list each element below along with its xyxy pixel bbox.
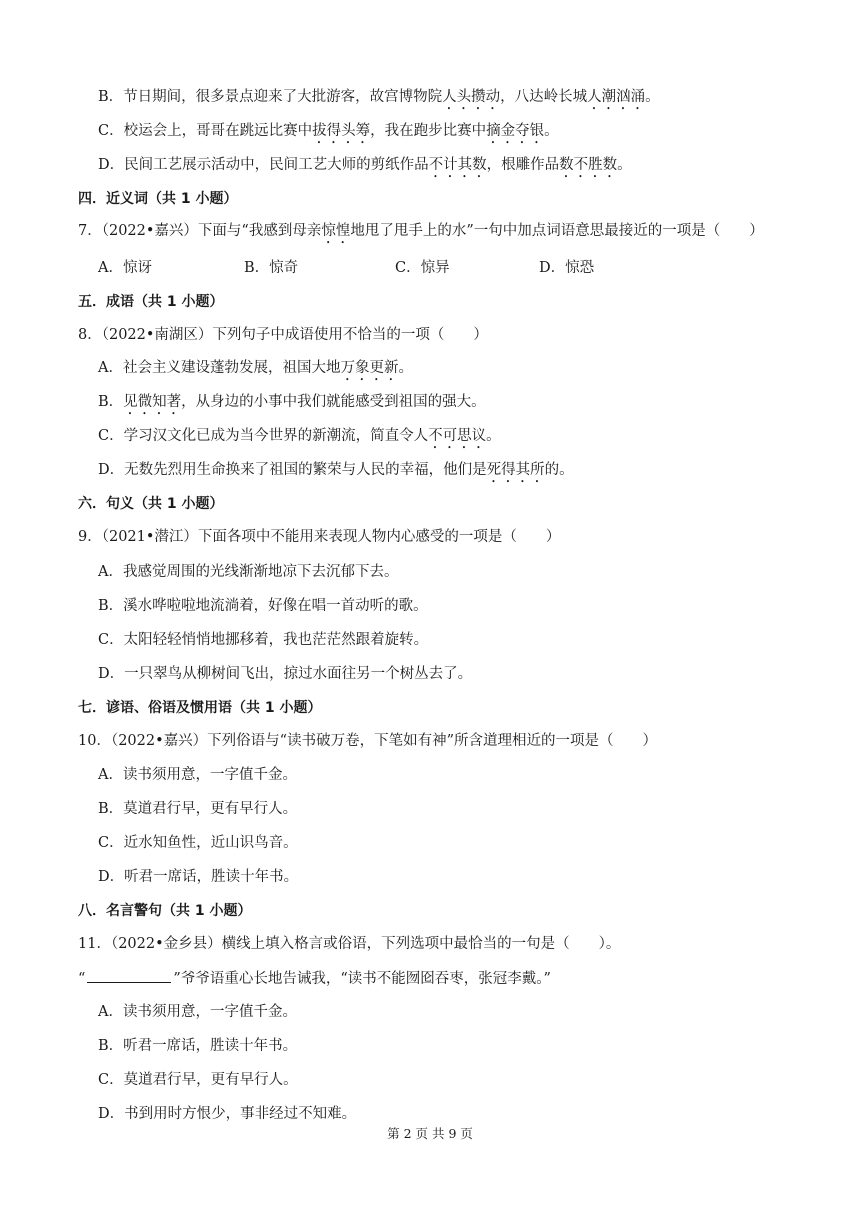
- text: ，八达岭长城: [500, 89, 588, 105]
- page-number: 2: [403, 1126, 412, 1141]
- section-heading: 四．近义词（共 1 小题）: [78, 191, 238, 207]
- dotted-word: 拔得头筹: [312, 123, 371, 139]
- text: 。: [486, 428, 501, 444]
- dotted-word: 不可思议: [428, 428, 487, 444]
- section-heading: 五．成语（共 1 小题）: [78, 294, 224, 310]
- q6-option-b: [98, 87, 660, 113]
- text: ，根雕作品: [486, 157, 560, 173]
- q11-option-b: B．听君一席话，胜读十年书。: [98, 1038, 298, 1054]
- section-heading: 八．名言警句（共 1 小题）: [78, 903, 252, 919]
- q8-option-b: [98, 392, 486, 418]
- text: “: [78, 971, 86, 987]
- q8-option-a: [98, 358, 413, 384]
- q9-option-a: A．我感觉周围的光线渐渐地凉下去沉郁下去。: [98, 564, 399, 580]
- text: 的。: [544, 462, 574, 478]
- dotted-word: 万象更新: [340, 360, 399, 376]
- fill-in-blank[interactable]: [87, 968, 171, 983]
- text: C．学习汉文化已成为当今世界的新潮流，简直令人: [98, 428, 429, 444]
- text: A．社会主义建设蓬勃发展，祖国大地: [98, 360, 341, 376]
- text: 。: [398, 360, 413, 376]
- text: 第: [387, 1126, 404, 1141]
- dotted-word: 人头攒动: [442, 89, 501, 105]
- q7-option-d: D．惊恐: [539, 260, 595, 276]
- dotted-word: 见微知著: [123, 394, 182, 410]
- q10-option-a: A．读书须用意，一字值千金。: [98, 767, 297, 783]
- q9-option-c: C．太阳轻轻悄悄地挪移着，我也茫茫然跟着旋转。: [98, 632, 429, 648]
- q7-option-b: B．惊奇: [244, 260, 299, 276]
- dotted-word: 数不胜数: [559, 157, 618, 173]
- q10-stem: 10．（2022•嘉兴）下列俗语与“读书破万卷，下笔如有神”所含道理相近的一项是（ ）: [78, 733, 657, 749]
- q9-option-d: D．一只翠鸟从柳树间飞出，掠过水面往另一个树丛去了。: [98, 666, 473, 682]
- q10-option-d: D．听君一席话，胜读十年书。: [98, 869, 299, 885]
- text: 7．（2022•嘉兴）下面与“我感到母亲: [78, 223, 322, 239]
- q10-option-c: C．近水知鱼性，近山识鸟音。: [98, 835, 298, 851]
- page-total: 9: [448, 1126, 457, 1141]
- page-footer: [0, 1124, 860, 1142]
- text: 。: [617, 157, 632, 173]
- section-heading: 六．句义（共 1 小题）: [78, 496, 224, 512]
- text: B．节日期间，很多景点迎来了大批游客，故宫博物院: [98, 89, 443, 105]
- q11-quote: [78, 968, 551, 989]
- text: D．无数先烈用生命换来了祖国的繁荣与人民的幸福，他们是: [98, 462, 487, 478]
- dotted-word: 人潮汹涌: [587, 89, 646, 105]
- text: ，从身边的小事中我们就能感受到祖国的强大。: [181, 394, 486, 410]
- text: 页 共: [411, 1126, 449, 1141]
- text: ”爷爷语重心长地告诫我，“读书不能囫囵吞枣，张冠李戴。”: [173, 971, 551, 987]
- q10-option-b: B．莫道君行早，更有早行人。: [98, 801, 298, 817]
- q6-option-c: [98, 121, 559, 147]
- q11-option-d: D．书到用时方恨少，事非经过不知难。: [98, 1106, 357, 1122]
- text: B．: [98, 394, 124, 410]
- dotted-word: 惊惶: [321, 223, 351, 239]
- text: ，我在跑步比赛中: [370, 123, 487, 139]
- text: D．民间工艺展示活动中，民间工艺大师的剪纸作品: [98, 157, 429, 173]
- q8-option-d: [98, 460, 574, 486]
- text: 。: [645, 89, 660, 105]
- q6-option-d: [98, 155, 632, 181]
- text: 。: [544, 123, 559, 139]
- section-heading: 七．谚语、俗语及惯用语（共 1 小题）: [78, 700, 322, 716]
- text: 页: [456, 1126, 473, 1141]
- q9-option-b: B．溪水哗啦啦地流淌着，好像在唱一首动听的歌。: [98, 598, 428, 614]
- q11-stem: 11．（2022•金乡县）横线上填入格言或俗语，下列选项中最恰当的一句是（ ）。: [78, 936, 621, 952]
- dotted-word: 摘金夺银: [486, 123, 545, 139]
- text: C．校运会上，哥哥在跳远比赛中: [98, 123, 313, 139]
- q7-option-c: C．惊异: [395, 260, 450, 276]
- q8-option-c: [98, 426, 501, 452]
- dotted-word: 不计其数: [428, 157, 487, 173]
- q8-stem: 8．（2022•南湖区）下列句子中成语使用不恰当的一项（ ）: [78, 327, 488, 343]
- q11-option-c: C．莫道君行早，更有早行人。: [98, 1072, 298, 1088]
- q7-stem: [78, 221, 764, 247]
- q9-stem: 9．（2021•潜江）下面各项中不能用来表现人物内心感受的一项是（ ）: [78, 529, 561, 545]
- dotted-word: 死得其所: [486, 462, 545, 478]
- text: 地甩了甩手上的水”一句中加点词语意思最接近的一项是（ ）: [350, 223, 764, 239]
- q7-option-a: A．惊讶: [98, 260, 152, 276]
- q11-option-a: A．读书须用意，一字值千金。: [98, 1004, 297, 1020]
